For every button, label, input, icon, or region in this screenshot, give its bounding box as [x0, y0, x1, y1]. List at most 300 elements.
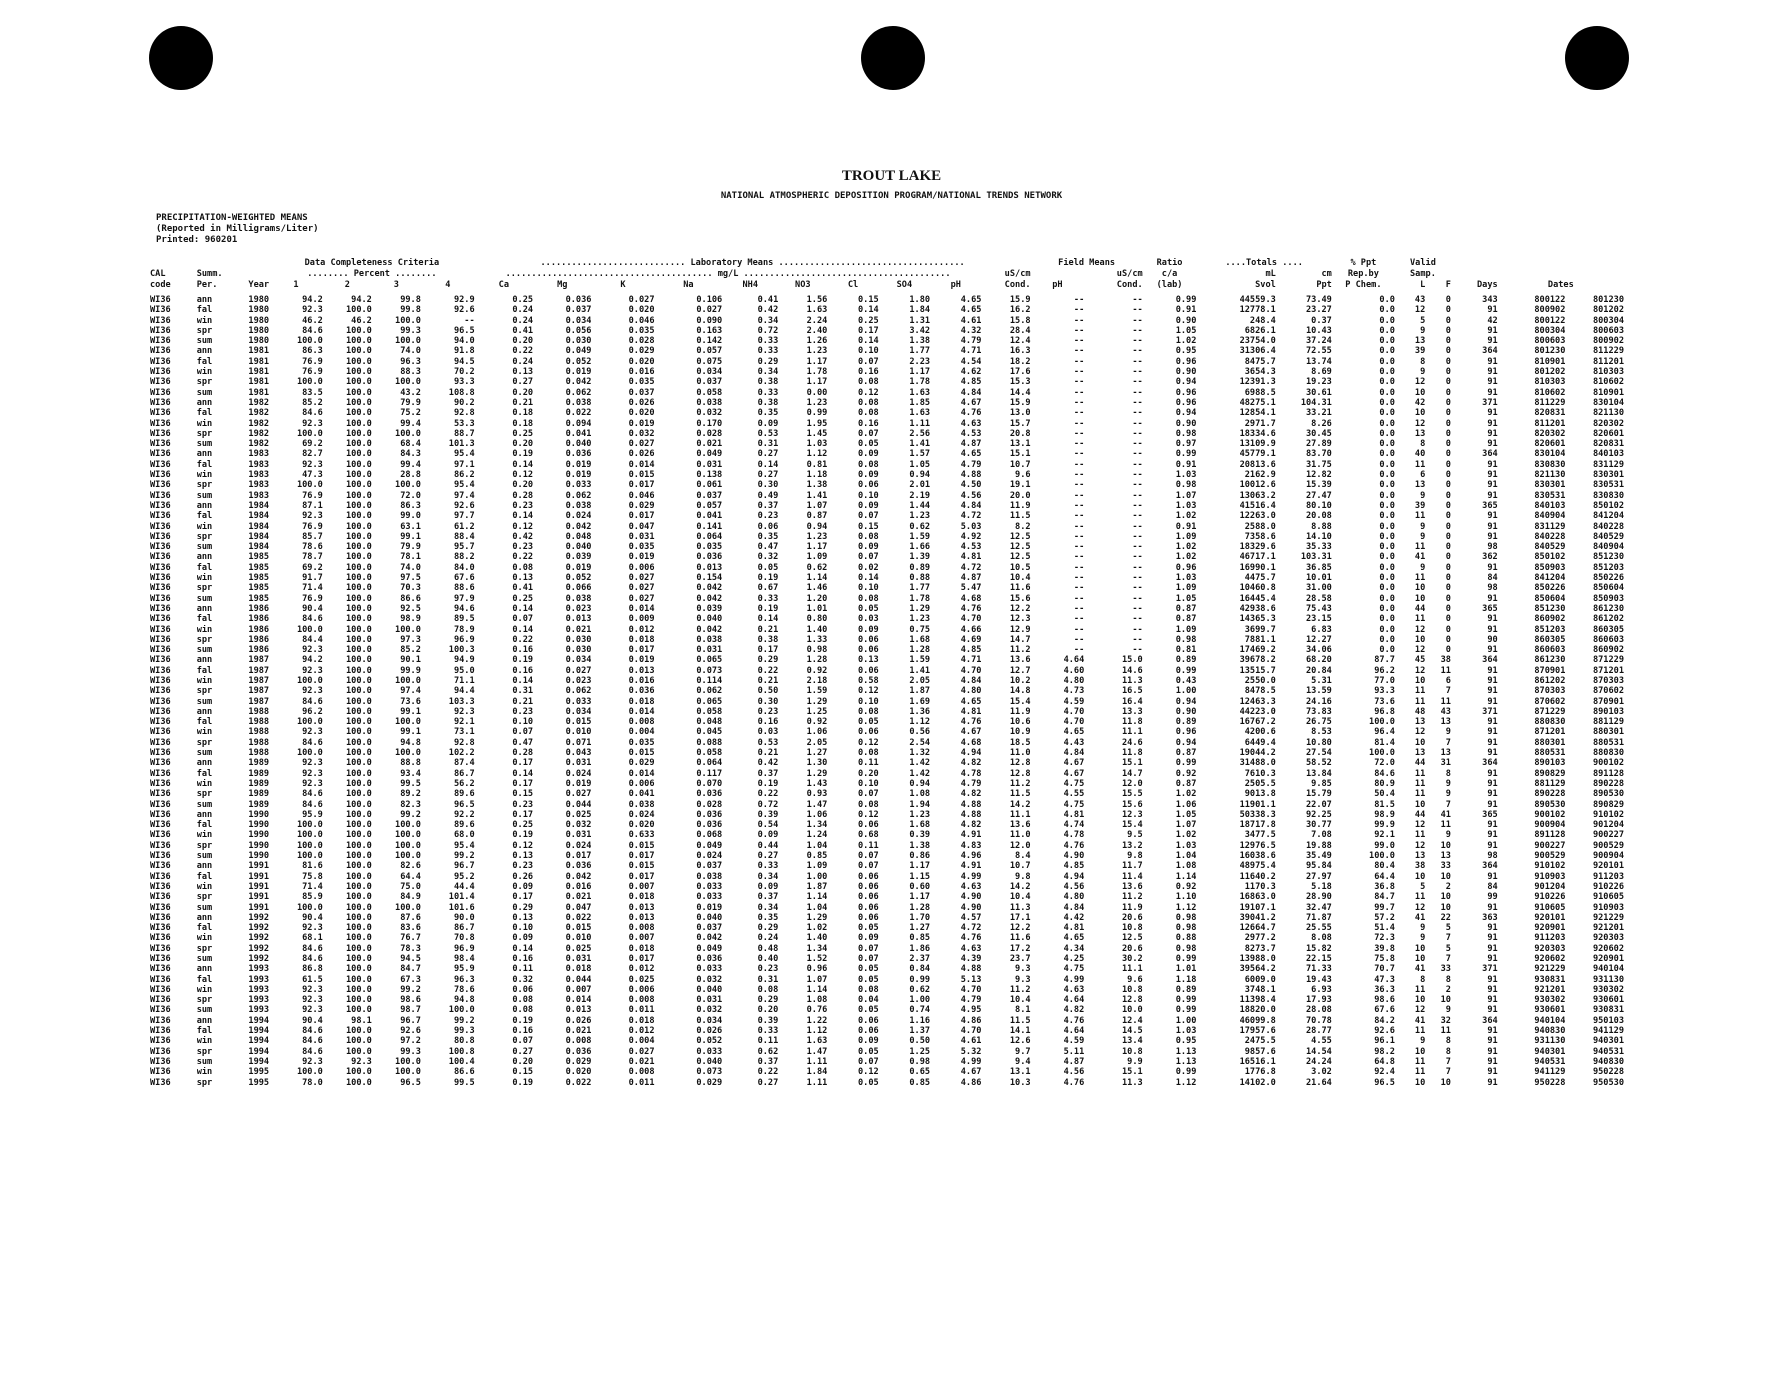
table-cell: 830531	[1592, 480, 1624, 491]
table-cell: 0.41	[512, 325, 534, 336]
table-cell: 0.042	[696, 593, 723, 604]
table-cell: 91	[1487, 336, 1498, 347]
table-cell: 0.0	[1379, 397, 1395, 408]
table-cell: 0.021	[565, 624, 592, 635]
table-cell: 0	[1445, 459, 1451, 470]
table-cell: 91	[1487, 933, 1498, 944]
table-cell: 12	[1414, 1005, 1426, 1016]
table-cell: 97.4	[400, 686, 421, 697]
table-cell: 0.0	[1379, 305, 1395, 316]
table-cell: 47.3	[1374, 974, 1395, 985]
table-cell: 890228	[1592, 778, 1624, 789]
table-cell: 0.25	[858, 315, 879, 326]
table-cell: 100.0	[345, 912, 372, 923]
table-cell: 101.6	[448, 902, 475, 913]
table-cell: 100.0	[345, 634, 372, 645]
table-cell: 46.2	[351, 315, 372, 326]
table-cell: 35.49	[1305, 851, 1332, 862]
table-cell: 890530	[1534, 799, 1566, 810]
table-cell: spr	[196, 737, 213, 748]
table-cell: 0	[1445, 439, 1451, 450]
table-cell: 0.031	[565, 954, 592, 964]
table-cell: 0.048	[565, 531, 592, 542]
table-cell: 0.04	[858, 995, 879, 1006]
table-cell: 0.95	[1175, 1036, 1197, 1047]
table-cell: --	[1073, 470, 1085, 481]
table-cell: 12.2	[1009, 603, 1031, 614]
table-row	[150, 1067, 1624, 1077]
table-cell: 0.043	[565, 748, 592, 759]
table-cell: --	[1073, 459, 1085, 470]
table-cell: 12.82	[1305, 470, 1332, 481]
table-cell: 4.65	[1063, 933, 1085, 944]
table-cell: 92.3	[302, 418, 323, 429]
table-cell: 36.85	[1305, 562, 1332, 573]
table-cell: 0.0	[1379, 377, 1395, 388]
table-cell: 10.7	[1009, 861, 1031, 872]
table-cell: 0.031	[565, 830, 592, 841]
table-cell: 830104	[1592, 397, 1624, 408]
table-cell: 1.07	[806, 974, 828, 985]
table-row	[150, 357, 1624, 367]
table-cell: 0.058	[696, 748, 723, 759]
table-cell: 100.0	[345, 902, 372, 913]
table-cell: 100.0	[345, 665, 372, 676]
table-cell: 11	[1414, 778, 1426, 789]
table-cell: 16990.1	[1239, 562, 1276, 573]
table-cell: 100.0	[345, 748, 372, 759]
table-cell: 96.5	[400, 1077, 421, 1088]
table-cell: 930831	[1534, 974, 1566, 985]
table-cell: ann	[196, 964, 213, 975]
table-cell: 99.7	[1374, 902, 1395, 913]
table-cell: 4.86	[960, 1015, 982, 1026]
table-cell: 1.02	[1175, 552, 1197, 563]
table-cell: 4.76	[1063, 1077, 1085, 1088]
table-cell: 91	[1487, 521, 1498, 532]
table-cell: --	[1073, 521, 1085, 532]
table-cell: WI36	[150, 748, 171, 759]
table-cell: 11901.1	[1239, 799, 1276, 810]
table-cell: 0.14	[757, 459, 779, 470]
table-cell: 810303	[1534, 377, 1566, 388]
table-cell: 0.007	[628, 881, 655, 892]
table-cell: 31.00	[1305, 583, 1332, 594]
table-cell: --	[1073, 593, 1085, 604]
table-cell: 1.78	[806, 367, 828, 378]
table-cell: 910226	[1534, 892, 1566, 903]
table-cell: 0.84	[909, 964, 931, 975]
table-cell: 92.3	[302, 1056, 323, 1067]
table-cell: 920303	[1534, 943, 1566, 954]
table-cell: 77.0	[1374, 675, 1395, 686]
table-cell: 365	[1482, 500, 1498, 511]
table-cell: WI36	[150, 593, 171, 604]
table-cell: 13.59	[1305, 686, 1332, 697]
table-cell: 84.6	[302, 696, 323, 707]
table-cell: fal	[196, 665, 213, 676]
table-cell: 850102	[1592, 500, 1624, 511]
table-cell: 0.018	[628, 892, 655, 903]
table-cell: ann	[196, 397, 213, 408]
table-cell: 4.66	[960, 624, 982, 635]
table-cell: 90.0	[453, 912, 475, 923]
table-cell: 103.3	[448, 696, 475, 707]
table-cell: 1.09	[806, 552, 828, 563]
table-cell: 1.08	[1175, 861, 1197, 872]
table-cell: 91	[1487, 789, 1498, 800]
table-cell: 8.88	[1311, 521, 1332, 532]
table-cell: 0.99	[1175, 954, 1197, 964]
table-cell: --	[1132, 449, 1143, 460]
table-cell: 4.73	[1063, 686, 1085, 697]
table-cell: 0.021	[628, 1056, 655, 1067]
table-cell: 91	[1487, 305, 1498, 316]
table-cell: 10.2	[1009, 675, 1031, 686]
table-cell: --	[1132, 634, 1143, 645]
table-row	[150, 975, 1624, 985]
cal-header: CAL	[150, 269, 166, 279]
table-cell: 0.87	[1175, 603, 1197, 614]
table-cell: 0.0	[1379, 490, 1395, 501]
table-cell: 0.72	[757, 799, 779, 810]
table-cell: 0.42	[512, 531, 534, 542]
table-cell: 800304	[1592, 315, 1624, 326]
table-body	[150, 291, 1624, 1088]
table-cell: 4.76	[960, 603, 982, 614]
table-cell: 0.81	[1175, 645, 1197, 656]
table-cell: 0.08	[858, 593, 879, 604]
table-cell: 0.23	[512, 861, 534, 872]
table-cell: fal	[196, 511, 213, 522]
table-cell: 30.61	[1305, 387, 1332, 398]
table-cell: 0.011	[628, 1005, 655, 1016]
table-cell: 0.042	[696, 624, 723, 635]
table-cell: 89.6	[453, 789, 475, 800]
table-cell: 0.088	[696, 737, 723, 748]
table-cell: 0.23	[757, 706, 779, 717]
table-cell: 97.2	[400, 1036, 421, 1047]
table-cell: 0.0	[1379, 315, 1395, 326]
table-cell: 1.14	[806, 573, 828, 584]
table-cell: 0.21	[512, 696, 534, 707]
table-cell: 1980	[248, 325, 270, 336]
table-cell: 83.6	[400, 923, 421, 934]
table-cell: 4.59	[1063, 696, 1085, 707]
table-cell: 42938.6	[1239, 603, 1276, 614]
table-cell: WI36	[150, 1077, 171, 1088]
table-cell: 4.65	[960, 696, 982, 707]
table-cell: 910605	[1534, 902, 1566, 913]
table-cell: 0.48	[757, 943, 779, 954]
table-cell: 0.006	[628, 984, 655, 995]
table-cell: 4.85	[1063, 861, 1085, 872]
table-row	[150, 1036, 1624, 1046]
table-cell: 0.20	[512, 480, 534, 491]
table-cell: 0.032	[565, 820, 592, 831]
table-cell: WI36	[150, 367, 171, 378]
table-cell: 76.9	[302, 593, 323, 604]
table-cell: 100.0	[345, 397, 372, 408]
table-cell: 0.07	[858, 954, 879, 964]
table-cell: 820302	[1592, 418, 1624, 429]
table-cell: 96.8	[1374, 706, 1395, 717]
table-cell: 0.0	[1379, 356, 1395, 367]
table-cell: 91	[1487, 717, 1498, 728]
table-cell: 4.55	[1063, 789, 1085, 800]
table-cell: --	[1073, 428, 1085, 439]
table-cell: 92.3	[302, 768, 323, 779]
table-cell: 1.27	[806, 748, 828, 759]
table-cell: 17957.6	[1239, 1026, 1276, 1037]
table-cell: 0.98	[1175, 634, 1197, 645]
table-cell: 0.09	[858, 624, 879, 635]
table-cell: 0.28	[512, 490, 534, 501]
table-cell: 100.0	[345, 346, 372, 357]
table-cell: 30.45	[1305, 428, 1332, 439]
table-cell: 0	[1445, 295, 1451, 305]
table-cell: 11.2	[1009, 778, 1031, 789]
table-cell: WI36	[150, 892, 171, 903]
table-cell: WI36	[150, 295, 171, 305]
table-cell: 0.062	[565, 490, 592, 501]
table-cell: 1.34	[806, 943, 828, 954]
table-cell: 10.80	[1305, 737, 1332, 748]
table-cell: 11398.4	[1239, 995, 1276, 1006]
table-cell: 840228	[1592, 521, 1624, 532]
table-cell: 0.016	[565, 881, 592, 892]
table-cell: WI36	[150, 717, 171, 728]
table-cell: 7358.6	[1244, 531, 1276, 542]
table-cell: 1981	[248, 367, 270, 378]
table-cell: 0.90	[1175, 418, 1197, 429]
table-cell: 100.0	[345, 428, 372, 439]
table-cell: WI36	[150, 923, 171, 934]
table-cell: 4.85	[960, 377, 982, 388]
table-cell: 1.42	[909, 758, 931, 769]
table-cell: 4.62	[960, 367, 982, 378]
table-cell: 10	[1414, 1077, 1426, 1088]
table-cell: 9.6	[1015, 470, 1031, 481]
k-header: K	[620, 280, 626, 290]
table-cell: 0.090	[696, 315, 723, 326]
table-row	[150, 522, 1624, 532]
table-cell: 0.033	[696, 1046, 723, 1057]
table-cell: 58.52	[1305, 758, 1332, 769]
table-cell: 0	[1445, 315, 1451, 326]
table-cell: 22.07	[1305, 799, 1332, 810]
table-cell: 0.34	[757, 367, 779, 378]
table-cell: --	[1073, 377, 1085, 388]
table-cell: 810602	[1592, 377, 1624, 388]
table-cell: sum	[196, 748, 213, 759]
table-cell: 0.045	[696, 727, 723, 738]
table-cell: 0.85	[909, 933, 931, 944]
table-cell: 371	[1482, 397, 1498, 408]
table-row	[150, 779, 1624, 789]
table-cell: 1.68	[909, 820, 931, 831]
table-cell: WI36	[150, 758, 171, 769]
table-cell: 88.3	[400, 367, 421, 378]
table-cell: --	[1132, 428, 1143, 439]
table-cell: 93.4	[400, 768, 421, 779]
table-cell: 0.154	[696, 573, 723, 584]
table-cell: 800902	[1534, 305, 1566, 316]
table-cell: 6	[1420, 470, 1426, 481]
table-cell: 100.0	[345, 367, 372, 378]
table-cell: 4.65	[960, 295, 982, 305]
table-cell: 31306.4	[1239, 346, 1276, 357]
table-cell: ann	[196, 809, 213, 820]
table-cell: WI36	[150, 943, 171, 954]
table-cell: 870303	[1534, 686, 1566, 697]
report-meta	[156, 213, 319, 246]
table-cell: 9	[1445, 1005, 1451, 1016]
table-cell: 99.1	[400, 531, 421, 542]
table-row	[150, 645, 1624, 655]
table-cell: 0.044	[565, 799, 592, 810]
table-cell: WI36	[150, 428, 171, 439]
table-cell: WI36	[150, 696, 171, 707]
table-cell: 0.05	[858, 974, 879, 985]
table-cell: 12391.3	[1239, 377, 1276, 388]
table-cell: 0.99	[806, 408, 828, 419]
lab-means-group-header: ............................ Laboratory Means ....................................	[540, 258, 965, 268]
table-cell: 4.84	[1063, 748, 1085, 759]
table-cell: 1.00	[1175, 1015, 1197, 1026]
table-cell: 4.63	[960, 418, 982, 429]
table-cell: 0.14	[858, 573, 879, 584]
table-cell: 14.1	[1009, 1026, 1031, 1037]
table-cell: 100.0	[345, 459, 372, 470]
table-cell: 1988	[248, 748, 270, 759]
table-cell: 0.10	[512, 717, 534, 728]
table-cell: 39678.2	[1239, 655, 1276, 666]
table-cell: 0.99	[1175, 295, 1197, 305]
table-cell: 5.18	[1311, 881, 1332, 892]
table-cell: 0.015	[628, 748, 655, 759]
per-header: Per.	[196, 280, 218, 290]
table-cell: 3654.3	[1244, 367, 1276, 378]
table-cell: 85.9	[302, 892, 323, 903]
table-cell: 0.031	[696, 995, 723, 1006]
table-cell: 0.0	[1379, 470, 1395, 481]
table-cell: ann	[196, 552, 213, 563]
table-cell: 73.6	[1374, 696, 1395, 707]
table-cell: --	[1073, 583, 1085, 594]
table-cell: ann	[196, 500, 213, 511]
table-cell: 890829	[1592, 799, 1624, 810]
table-cell: WI36	[150, 449, 171, 460]
table-cell: 83.70	[1305, 449, 1332, 460]
table-cell: 830301	[1534, 480, 1566, 491]
table-cell: 10	[1414, 675, 1426, 686]
table-cell: 31488.0	[1239, 758, 1276, 769]
table-cell: 7881.1	[1244, 634, 1276, 645]
table-cell: 12.7	[1009, 665, 1031, 676]
table-cell: 84.7	[1374, 892, 1395, 903]
table-cell: 92.6	[1374, 1026, 1395, 1037]
table-cell: 1992	[248, 943, 270, 954]
table-row	[150, 1078, 1624, 1088]
table-cell: 91.7	[302, 573, 323, 584]
table-row	[150, 336, 1624, 346]
table-cell: 0	[1445, 490, 1451, 501]
table-cell: 1.02	[1175, 336, 1197, 347]
table-header	[150, 258, 1624, 291]
table-cell: 10460.8	[1239, 583, 1276, 594]
table-cell: 91	[1487, 820, 1498, 831]
table-cell: 0.031	[565, 758, 592, 769]
table-cell: 0.0	[1379, 480, 1395, 491]
table-cell: 0.106	[696, 295, 723, 305]
table-cell: 821130	[1534, 470, 1566, 481]
table-cell: 910102	[1592, 809, 1624, 820]
table-cell: 91	[1487, 748, 1498, 759]
table-cell: 92.5	[400, 603, 421, 614]
table-cell: 0.040	[565, 439, 592, 450]
table-cell: 0.38	[757, 634, 779, 645]
table-cell: 1989	[248, 758, 270, 769]
table-cell: 100.0	[345, 439, 372, 450]
table-cell: 4.63	[960, 881, 982, 892]
table-cell: 11.2	[1121, 892, 1143, 903]
table-cell: 11	[1414, 830, 1426, 841]
table-cell: 1.04	[1175, 851, 1197, 862]
table-cell: 1987	[248, 655, 270, 666]
table-cell: 73.83	[1305, 706, 1332, 717]
table-cell: 0.0	[1379, 552, 1395, 563]
table-cell: 11	[1440, 820, 1451, 831]
table-cell: 1.28	[806, 655, 828, 666]
table-cell: --	[1073, 367, 1085, 378]
table-cell: 16863.0	[1239, 892, 1276, 903]
table-cell: 4.80	[1063, 675, 1085, 686]
table-cell: 0.030	[565, 645, 592, 656]
table-cell: 0.0	[1379, 439, 1395, 450]
table-cell: 99.2	[453, 1015, 475, 1026]
table-cell: --	[1073, 603, 1085, 614]
table-cell: 1.29	[806, 768, 828, 779]
table-cell: 0.020	[628, 305, 655, 316]
table-cell: sum	[196, 902, 213, 913]
table-cell: WI36	[150, 439, 171, 450]
table-cell: 100.0	[345, 974, 372, 985]
table-row	[150, 707, 1624, 717]
table-cell: 94.2	[302, 655, 323, 666]
table-cell: 0	[1445, 500, 1451, 511]
table-cell: 1.12	[909, 717, 931, 728]
table-cell: 44	[1414, 603, 1426, 614]
table-cell: 0.027	[696, 305, 723, 316]
table-cell: 0	[1445, 614, 1451, 625]
table-cell: 940531	[1534, 1056, 1566, 1067]
table-cell: 100.0	[345, 954, 372, 964]
table-cell: 900227	[1534, 840, 1566, 851]
table-cell: 0.037	[696, 377, 723, 388]
table-cell: 1.17	[806, 542, 828, 553]
table-cell: --	[1073, 387, 1085, 398]
table-cell: 84.9	[400, 892, 421, 903]
table-cell: 0.37	[757, 892, 779, 903]
pct-ppt-rep-header: Rep.by	[1347, 269, 1379, 279]
table-cell: 11.9	[1121, 902, 1143, 913]
table-row	[150, 635, 1624, 645]
table-cell: 91.8	[453, 346, 475, 357]
table-cell: 0.32	[757, 552, 779, 563]
table-cell: 0.90	[1175, 315, 1197, 326]
table-cell: 100.0	[395, 717, 421, 728]
